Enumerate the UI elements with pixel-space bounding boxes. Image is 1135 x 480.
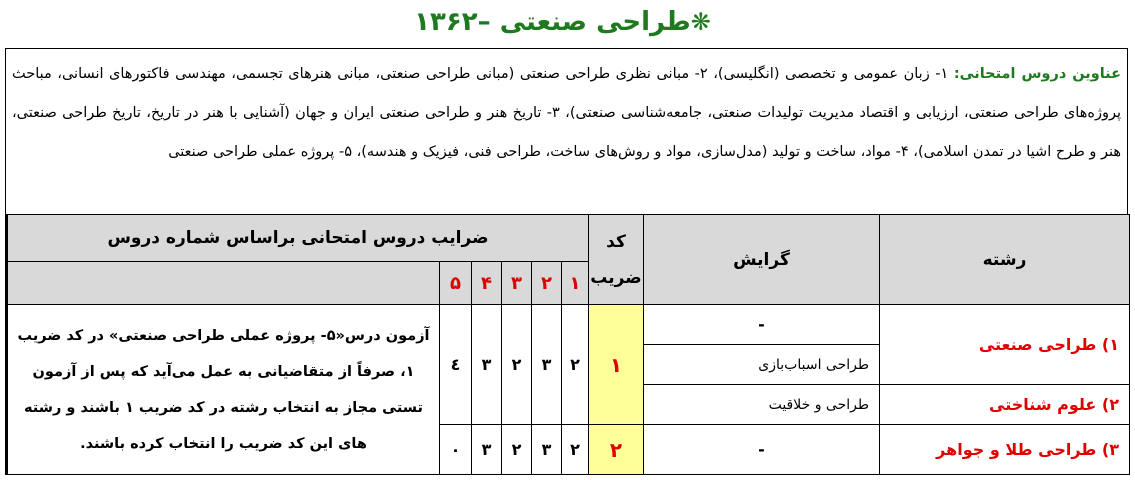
page-title [0, 0, 1135, 44]
row1-course-5: ٤ [440, 305, 472, 425]
row2-course-4: ۳ [472, 425, 502, 475]
star-icon: ❋ [690, 8, 711, 36]
field-header: رشته [880, 215, 1130, 305]
specialization-1: - [644, 305, 880, 345]
row2-coefficient-code: ۲ [589, 425, 644, 475]
coefficients-header: ضرایب دروس امتحانی براساس شماره دروس [7, 215, 589, 262]
course-number-1: ۱ [562, 262, 589, 305]
specialization-4: - [644, 425, 880, 475]
intro-lead: عناوین دروس امتحانی: [953, 66, 1122, 82]
exam-note: آزمون درس«۵- پروژه عملی طراحی صنعتی» در کد ضریب ۱، صرفاً از متقاضیانی به عمل می‌آید که پس از آزمون تستی مجاز به انتخاب رشته در کد ضریب ۱ باشند و رشته های این کد ضریب را انتخاب کرده باشند. [7, 305, 440, 475]
exam-courses-intro [5, 48, 1128, 214]
row2-course-2: ۳ [532, 425, 562, 475]
field-industrial-design: ۱) طراحی صنعتی [880, 305, 1130, 385]
row2-course-1: ۲ [562, 425, 589, 475]
specialization-2: طراحی اسباب‌بازی [644, 345, 880, 385]
title-text: ۱۳۶۲– طراحی صنعتی [414, 7, 691, 37]
code-header: کد ضریب [589, 215, 644, 305]
row1-coefficient-code: ۱ [589, 305, 644, 425]
course-number-5: ۵ [440, 262, 472, 305]
intro-body: ۱- زبان عمومی و تخصصی (انگلیسی)، ۲- مبانی نظری طراحی صنعتی (مبانی طراحی صنعتی، مبانی هنرهای تجسمی، مهندسی فاکتورهای انسانی، مباحث پروژه‌های طراحی صنعتی، ارزیابی و اقتصاد مدیریت تولیدات صنعتی، جامعه‌شناسی صنعتی)، ۳- تاریخ هنر و طراحی صنعتی ایران و جهان (آشنایی با هنر در تاریخ، تاریخ طراحی صنعتی، هنر و طرح اشیا در تمدن اسلامی)، ۴- مواد، ساخت و تولید (مدل‌سازی، مواد و روش‌های ساخت، طراحی فنی، فیزیک و هندسه)، ۵- پروژه عملی طراحی صنعتی [12, 66, 1121, 160]
field-cognitive-science: ۲) علوم شناختی [880, 385, 1130, 425]
row2-course-3: ۲ [502, 425, 532, 475]
specialization-header: گرایش [644, 215, 880, 305]
row1-course-1: ۲ [562, 305, 589, 425]
course-number-3: ۳ [502, 262, 532, 305]
specialization-3: طراحی و خلاقیت [644, 385, 880, 425]
field-gold-jewelry-design: ۳) طراحی طلا و جواهر [880, 425, 1130, 475]
course-number-2: ۲ [532, 262, 562, 305]
course-number-4: ۴ [472, 262, 502, 305]
row2-course-5: ۰ [440, 425, 472, 475]
row1-course-2: ۳ [532, 305, 562, 425]
row1-course-3: ۲ [502, 305, 532, 425]
header-spacer [7, 262, 440, 305]
coefficients-table [5, 214, 1130, 475]
row1-course-4: ۳ [472, 305, 502, 425]
